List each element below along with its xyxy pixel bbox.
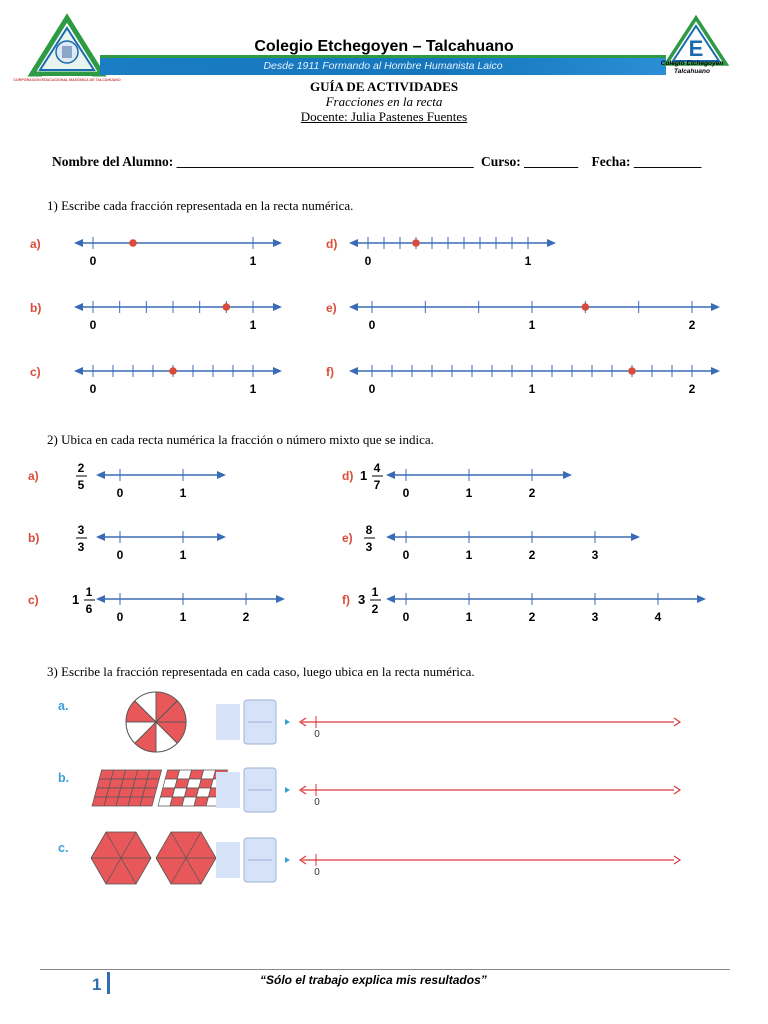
- item-label: d): [342, 469, 354, 483]
- pointer-icon: [285, 787, 290, 793]
- tick-label: 0: [368, 318, 376, 332]
- banner-text: Desde 1911 Formando al Hombre Humanista Laico: [263, 60, 503, 72]
- tick-label: 2: [528, 610, 536, 624]
- grid-cell: [147, 770, 161, 779]
- item-label: c.: [58, 841, 69, 855]
- item-label: a): [28, 469, 39, 483]
- arrow-right-icon: [711, 367, 720, 375]
- hexagon-fraction-model: [91, 832, 216, 884]
- date-field[interactable]: Fecha: __________: [591, 154, 702, 169]
- arrow-left-icon: [386, 595, 395, 603]
- arrow-right-icon: [273, 303, 282, 311]
- mixed-whole: 1: [72, 592, 80, 607]
- tick-label: 2: [688, 382, 696, 396]
- logo-right-text: Colegio Etchegoyen Talcahuano: [660, 60, 724, 75]
- fraction-denominator: 3: [77, 540, 85, 554]
- item-label: c): [28, 593, 39, 607]
- zero-label: 0: [314, 729, 320, 740]
- arrow-right-icon: [697, 595, 706, 603]
- tick-label: 0: [116, 610, 124, 624]
- question-2-prompt: 2) Ubica en cada recta numérica la fracción o número mixto que se indica.: [47, 432, 434, 447]
- arrow-right-icon: [711, 303, 720, 311]
- mixed-whole: 1: [360, 468, 368, 483]
- tick-label: 1: [528, 318, 536, 332]
- marked-point: [169, 367, 177, 375]
- grid-cell: [145, 779, 159, 788]
- fraction-denominator: 5: [77, 478, 85, 492]
- tick-label: 0: [368, 382, 376, 396]
- question-3-prompt: 3) Escribe la fracción representada en cada caso, luego ubica en la recta numérica.: [47, 664, 475, 679]
- pointer-icon: [285, 719, 290, 725]
- item-label: e): [342, 531, 353, 545]
- tick-label: 0: [402, 486, 410, 500]
- tick-label: 1: [179, 610, 187, 624]
- q2-item: [28, 585, 285, 624]
- q2-item: [28, 461, 226, 500]
- fraction-numerator: 8: [365, 523, 373, 537]
- tick-label: 0: [364, 254, 372, 268]
- mixed-whole: 3: [358, 592, 366, 607]
- arrow-right-icon: [547, 239, 556, 247]
- tick-label: 1: [465, 610, 473, 624]
- q1-item: [326, 301, 720, 332]
- page-number: 1: [92, 975, 102, 994]
- student-info-row: [52, 154, 701, 170]
- tick-label: 4: [654, 610, 662, 624]
- fraction-numerator: 2: [77, 461, 85, 475]
- q1-item: [30, 237, 282, 268]
- arrow-left-icon: [96, 471, 105, 479]
- school-name: Colegio Etchegoyen – Talcahuano: [254, 38, 514, 55]
- answer-box-shadow: [216, 704, 240, 740]
- grid-cell: [142, 788, 156, 797]
- tick-label: 1: [528, 382, 536, 396]
- fraction-denominator: 2: [371, 602, 379, 616]
- arrow-right-icon: [674, 856, 680, 864]
- tick-label: 2: [528, 548, 536, 562]
- arrow-left-icon: [386, 471, 395, 479]
- q1-item: [30, 301, 282, 332]
- tick-label: 1: [524, 254, 532, 268]
- tick-label: 1: [249, 318, 257, 332]
- grid-cell: [140, 797, 154, 806]
- q1-number-lines: [0, 225, 768, 400]
- arrow-right-icon: [631, 533, 640, 541]
- item-label: e): [326, 301, 337, 315]
- item-label: d): [326, 237, 338, 251]
- q1-item: [326, 365, 720, 396]
- tick-label: 0: [89, 382, 97, 396]
- arrow-left-icon: [74, 239, 83, 247]
- tick-label: 2: [688, 318, 696, 332]
- q2-item: [342, 585, 706, 624]
- answer-box-shadow: [216, 842, 240, 878]
- arrow-left-icon: [349, 239, 358, 247]
- item-label: c): [30, 365, 41, 379]
- tick-label: 0: [116, 486, 124, 500]
- q2-number-lines: [0, 455, 768, 630]
- circle-fraction-model: [126, 692, 186, 752]
- fraction-denominator: 7: [373, 478, 381, 492]
- tick-label: 1: [179, 486, 187, 500]
- arrow-right-icon: [563, 471, 572, 479]
- grid-fraction-model: [92, 770, 228, 806]
- q1-item: [326, 237, 556, 268]
- item-label: f): [326, 365, 334, 379]
- tick-label: 2: [242, 610, 250, 624]
- tick-label: 2: [528, 486, 536, 500]
- item-label: b): [30, 301, 42, 315]
- arrow-right-icon: [273, 367, 282, 375]
- zero-label: 0: [314, 867, 320, 878]
- tick-label: 1: [249, 254, 257, 268]
- arrow-right-icon: [674, 786, 680, 794]
- arrow-left-icon: [349, 367, 358, 375]
- q3-fraction-models: [0, 690, 768, 890]
- item-label: b): [28, 531, 40, 545]
- tick-label: 0: [116, 548, 124, 562]
- q3-item: [58, 838, 680, 882]
- fraction-denominator: 3: [365, 540, 373, 554]
- marked-point: [582, 303, 590, 311]
- footer-divider: [40, 969, 730, 970]
- arrow-left-icon: [96, 595, 105, 603]
- tick-label: 0: [89, 254, 97, 268]
- fraction-numerator: 1: [371, 585, 379, 599]
- item-label: a.: [58, 699, 69, 713]
- guide-title: GUÍA DE ACTIVIDADES: [309, 79, 459, 94]
- q2-item: [342, 523, 640, 562]
- school-banner: [100, 58, 666, 75]
- arrow-left-icon: [96, 533, 105, 541]
- svg-text:E: E: [688, 36, 704, 61]
- arrow-left-icon: [386, 533, 395, 541]
- guide-subtitle: Fracciones en la recta: [325, 94, 443, 109]
- marked-point: [223, 303, 231, 311]
- arrow-left-icon: [74, 367, 83, 375]
- tick-label: 3: [591, 548, 599, 562]
- logo-left-text: CORPORACIÓN EDUCACIONAL MASÓNICA DE TALCAHUANO: [13, 78, 121, 82]
- q2-item: [342, 461, 572, 500]
- q1-item: [30, 365, 282, 396]
- course-field[interactable]: Curso: ________: [481, 154, 579, 169]
- marked-point: [628, 367, 636, 375]
- fraction-numerator: 3: [77, 523, 85, 537]
- arrow-right-icon: [217, 533, 226, 541]
- arrow-right-icon: [273, 239, 282, 247]
- arrow-right-icon: [217, 471, 226, 479]
- pointer-icon: [285, 857, 290, 863]
- fraction-denominator: 6: [85, 602, 93, 616]
- arrow-right-icon: [674, 718, 680, 726]
- arrow-left-icon: [74, 303, 83, 311]
- footer-motto: “Sólo el trabajo explica mis resultados”: [260, 973, 487, 987]
- tick-label: 1: [249, 382, 257, 396]
- answer-box-shadow: [216, 772, 240, 808]
- fraction-numerator: 1: [85, 585, 93, 599]
- tick-label: 0: [402, 610, 410, 624]
- tick-label: 0: [89, 318, 97, 332]
- tick-label: 1: [179, 548, 187, 562]
- page-number-bar: [107, 972, 110, 994]
- fraction-numerator: 4: [373, 461, 381, 475]
- tick-label: 1: [465, 548, 473, 562]
- tick-label: 0: [402, 548, 410, 562]
- arrow-right-icon: [276, 595, 285, 603]
- student-name-field[interactable]: Nombre del Alumno: ____________________________________________: [52, 154, 474, 169]
- arrow-left-icon: [349, 303, 358, 311]
- tick-label: 1: [465, 486, 473, 500]
- marked-point: [412, 239, 420, 247]
- marked-point: [129, 239, 137, 247]
- item-label: b.: [58, 771, 70, 785]
- question-1-prompt: 1) Escribe cada fracción representada en la recta numérica.: [47, 198, 354, 213]
- item-label: f): [342, 593, 350, 607]
- zero-label: 0: [314, 797, 320, 808]
- tick-label: 3: [591, 610, 599, 624]
- q2-item: [28, 523, 226, 562]
- teacher-name: Docente: Julia Pastenes Fuentes: [300, 109, 468, 124]
- item-label: a): [30, 237, 41, 251]
